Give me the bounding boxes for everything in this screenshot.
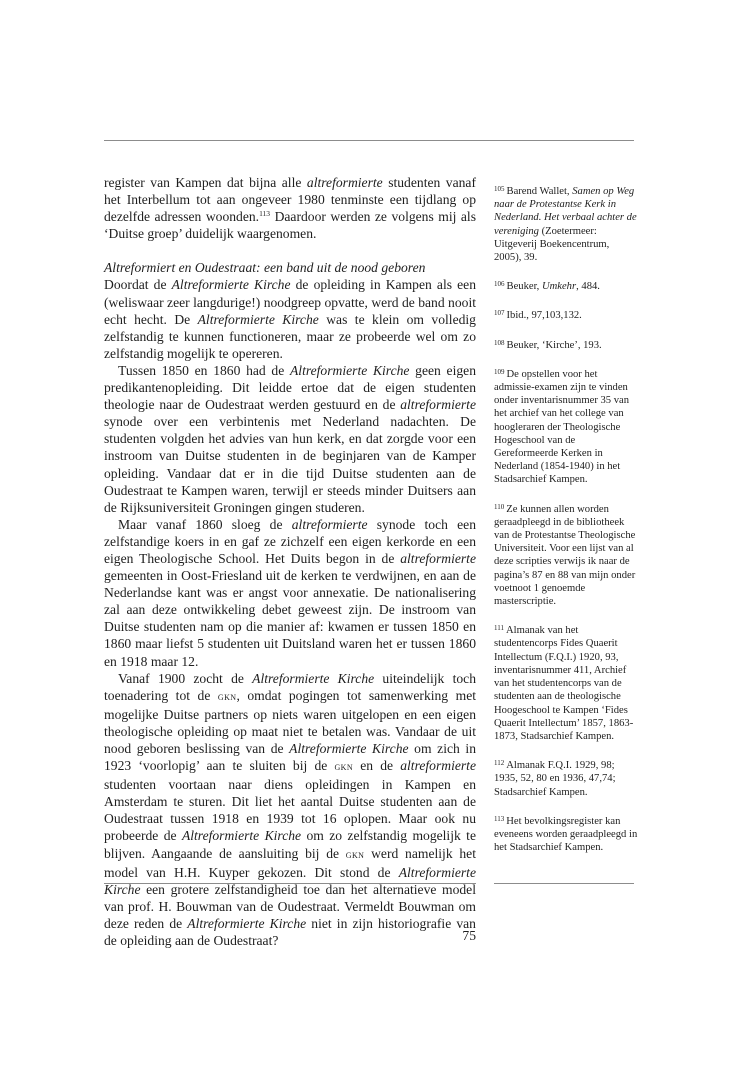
paragraph-5: Vanaf 1900 zocht de Altreformierte Kirche uiteindelijk toch toenadering tot de gkn, omdat pogingen tot samenwerking met mogelijke Duitse partners op niets waren uitgelopen en een eigen theologische opleiding op maat niet te betalen was. Vandaar de uit nood geboren beslissing van de Altreformierte Kirche om zich in 1923 ‘voorlopig’ aan te sluiten bij de gkn en de altreformierte studenten voortaan naar diens opleidingen in Kampen en Amsterdam te sturen. Dit liet het aantal Duitse studenten aan de Oudestraat tussen 1918 en 1939 tot 16 oplopen. Maar ook nu probeerde de Altreformierte Kirche om zo zelfstandig mogelijk te blijven. Aangaande de aansluiting bij de gkn werd namelijk het model van H.H. Kuyper gekozen. Dit stond de Altreformierte Kirche een grotere zelfstandigheid toe dan het alternatieve model van prof. H. Bouwman van de Oudestraat. Vermeldt Bouwman om deze reden de Altreformierte Kirche niet in zijn historiografie van de opleiding aan de Oudestraat? [104,670,477,949]
main-text-column [104,174,476,949]
footnote-106: $^{106}$ Beuker, Umkehr, 484. [494,280,600,293]
footnote-110: $^{110}$ Ze kunnen allen worden geraadpleegd in de bibliotheek van de Protestantse Theologische Universiteit. Voor een lijst van al deze scripties verwijs ik naar de pagina’s 87 en 88 van mijn onder voetnoot 1 genoemde masterscriptie. [494,502,636,608]
paragraph-1: register van Kampen dat bijna alle altreformierte studenten vanaf het Interbellum tot aan ongeveer 1980 tenminste een tijdlang op dezelfde adressen woonden.$^{113}$ Daardoor werden ze volgens mij als ‘Duitse groep’ duidelijk waargenomen. [104,175,476,242]
footnote-111: $^{111}$ Almanak van het studentencorps Fides Quaerit Intellectum (F.Q.I.) 1920, 93, inventarisnummer 411, Archief van het studentencorps van de studenten aan de theologische Hoogeschool te Kampen ‘Fides Quaerit Intellectum’ 1857, 1863-1873, Stadsarchief Kampen. [494,624,634,742]
footnote-113: $^{113}$ Het bevolkingsregister kan eveneens worden geraadpleegd in het Stadsarchief Kampen. [494,814,638,854]
page-number: 75 [462,928,476,943]
top-rule [104,140,634,141]
paragraph-4: Maar vanaf 1860 sloeg de altreformierte synode toch een zelfstandige koers in en gaf ze zichzelf een eigen kerkorde en een eigen Theologische School. Het Duits begon in de altreformierte gemeenten in Oost-Friesland uit de kerken te verdwijnen, en aan de Nederlandse kant was er angst voor annexatie. De nationalisering zal aan deze ontwikkeling debet geweest zijn. De instroom van Duitse studenten nam op die manier af: kwamen er tussen 1850 en 1860 maar liefst 5 studenten uit Duitsland waren het er tussen 1860 en 1918 maar 12. [104,516,476,669]
footnote-108: $^{108}$ Beuker, ‘Kirche’, 193. [494,338,602,351]
footnote-105: $^{105}$ Barend Wallet, Samen op Weg naar de Protestantse Kerk in Nederland. Het verbaal achter de vereniging (Zoetermeer: Uitgeverij Boekencentrum, 2005), 39. [494,185,637,264]
footnote-109: $^{109}$ De opstellen voor het admissie-examen zijn te vinden onder inventarisnummer 35 van het archief van het college van hoogleraren der Theologische Hogeschool van de Gereformeerde Kerken in Nederland (1854-1940) in het Stadsarchief Kampen. [494,367,630,486]
footnotes-column [494,183,638,868]
footnote-112: $^{112}$ Almanak F.Q.I. 1929, 98; 1935, 52, 80 en 1936, 47,74; Stadsarchief Kampen. [494,759,616,798]
section-heading: Altreformiert en Oudestraat: een band uit de nood geboren [104,260,426,276]
footnote-ref-113: 113 [259,209,271,219]
paragraph-3: Tussen 1850 en 1860 had de Altreformierte Kirche geen eigen predikantenopleiding. Dit leidde ertoe dat de eigen studenten theologie naar de Oudestraat werden gestuurd en de altreformierte synode over een verbintenis met Nederland nadachten. De studenten volgden het advies van hun kerk, en dat zorgde voor een instroom van Duitse studenten in de beginjaren van de Kamper opleiding. Vandaar dat er in die tijd Duitse studenten aan de Oudestraat te Kampen waren, terwijl er steeds minder Duitsers aan de Rijksuniversiteit Groningen gingen studeren. [104,362,476,515]
footnote-107: $^{107}$ Ibid., 97,103,132. [494,309,582,322]
notes-bottom-rule [494,883,634,884]
paragraph-2: Doordat de Altreformierte Kirche de opleiding in Kampen als een (weliswaar zeer langdurige!) noodgreep opvatte, werd de band nooit echt hecht. De Altreformierte Kirche was te klein om volledig zelfstandig te kunnen functioneren, maar ze probeerde wel om zo zelfstandig mogelijk te opereren. [104,277,476,361]
